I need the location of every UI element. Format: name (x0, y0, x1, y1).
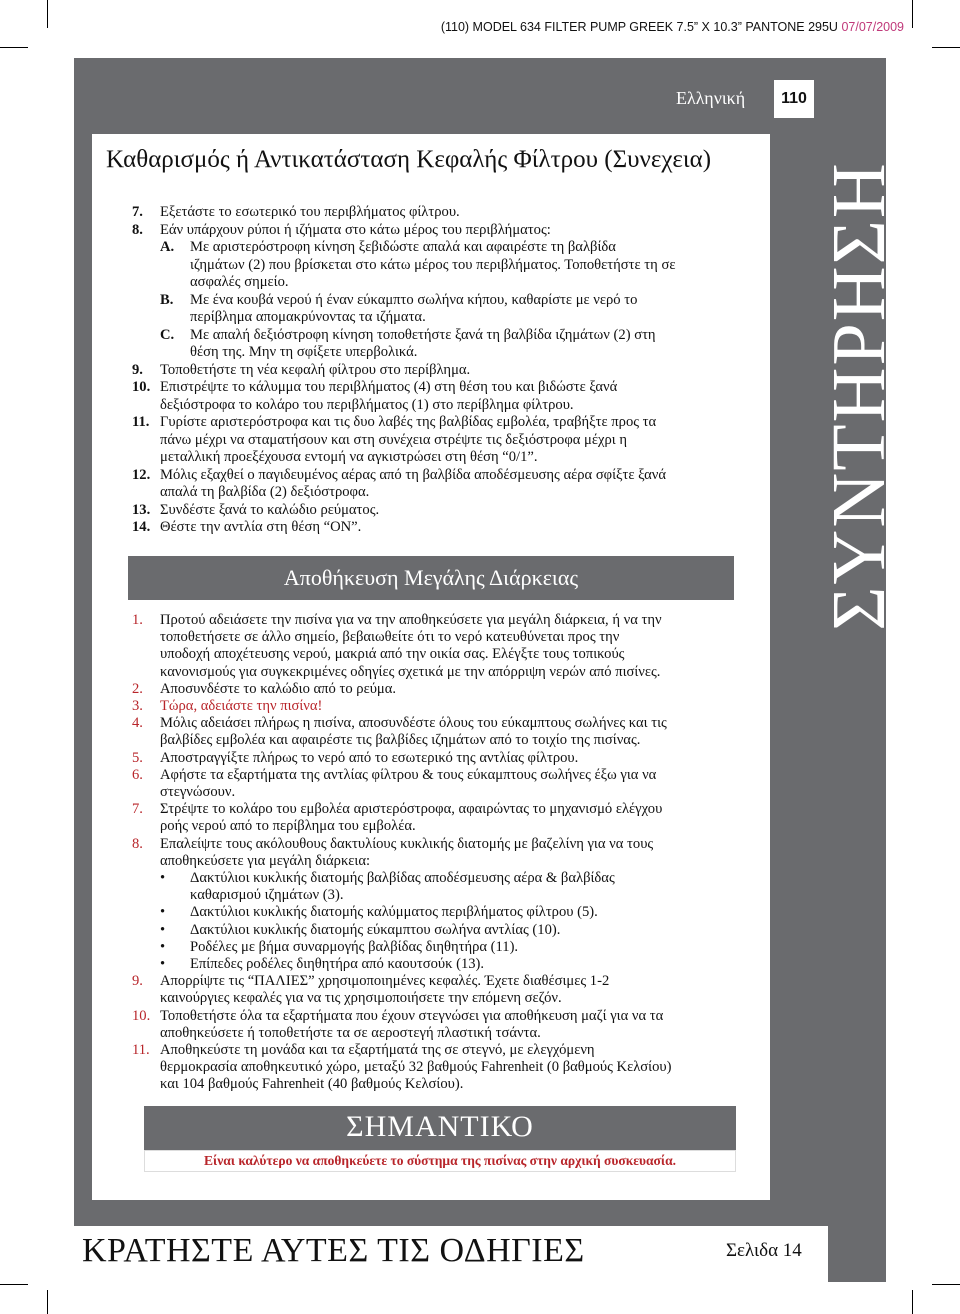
important-note: Είναι καλύτερο να αποθηκεύετε το σύστημα της πισίνας στην αρχική συσκευασία. (144, 1150, 736, 1172)
bullet: • (160, 870, 166, 886)
step-text: στεγνώσουν. (160, 784, 236, 800)
step-text: Δακτύλιοι κυκλικής διατομής εύκαμπτου σωλήνα αντλίας (10). (190, 921, 561, 938)
step-number: 14. (132, 519, 151, 535)
step-text: θερμοκρασία αποθηκευτικό χώρο, μεταξύ 32 βαθμούς Fahrenheit (0 βαθμούς Κελσίου) (160, 1059, 672, 1076)
page-number: Σελιδα 14 (726, 1240, 802, 1261)
step-text: Εξετάστε το εσωτερικό του περιβλήματος φίλτρου. (160, 204, 460, 220)
step-number: 12. (132, 466, 151, 483)
step-text: Συνδέστε ξανά το καλώδιο ρεύματος. (160, 501, 380, 518)
step-text: απαλά τη βαλβίδα (2) δεξιόστροφα. (160, 484, 370, 500)
crop-mark (47, 1290, 48, 1314)
step-number: 6. (132, 766, 143, 783)
step-text: αποθηκεύσετε ή τοποθετήστε τα σε αεροστεγή πλαστική τσάντα. (160, 1024, 541, 1041)
step-text: δεξιόστροφα το κολάρο του περιβλήματος (1) στο περίβλημα φίλτρου. (160, 396, 574, 413)
step-number: 11. (132, 414, 150, 430)
crop-mark (932, 47, 960, 48)
step-text: Αποθηκεύστε τη μονάδα και τα εξαρτήματά της σε στεγνό, με ελεγχόμενη (160, 1042, 595, 1058)
step-text: περίβλημα απομακρύνοντας τα ιζήματα. (190, 309, 426, 325)
crop-mark (47, 0, 48, 28)
step-text: ασφαλές σημείο. (190, 274, 289, 290)
step-text: Δακτύλιοι κυκλικής διατομής βαλβίδας αποδέσμευσης αέρα & βαλβίδας (190, 870, 615, 886)
step-text: κανονισμούς για συγκεκριμένες οδηγίες σχετικά με την απόρριψη νερών από πισίνες. (160, 663, 661, 680)
step-text: καινούργιες κεφαλές για να τις χρησιμοποιήσετε την επόμενη σεζόν. (160, 990, 562, 1007)
step-text: Απορρίψτε τις “ΠΑΛΙΕΣ” χρησιμοποιημένες κεφαλές. Έχετε διαθέσιμες 1-2 (160, 973, 610, 990)
step-text: Εάν υπάρχουν ρύποι ή ιζήματα στο κάτω μέρος του περιβλήματος: (160, 221, 551, 238)
bullet: • (160, 938, 166, 955)
step-text: Στρέψτε το κολάρο του εμβολέα αριστερόστροφα, αφαιρώντας το μηχανισμό ελέγχου (160, 801, 663, 818)
step-number: 7. (132, 204, 143, 220)
side-heading: ΣΥΝΤΗΡΗΣΗ (817, 161, 901, 631)
step-text: Με αριστερόστροφη κίνηση ξεβιδώστε απαλά και αφαιρέστε τη βαλβίδα (190, 239, 616, 255)
step-text: και 104 βαθμούς Fahrenheit (40 βαθμούς Κελσίου). (160, 1076, 464, 1093)
step-text: Τοποθετήστε τη νέα κεφαλή φίλτρου στο περίβλημα. (160, 361, 471, 378)
bullet: • (160, 956, 166, 972)
crop-mark (0, 47, 28, 48)
step-number: 5. (132, 749, 143, 766)
step-text: αποθηκεύσετε για μεγάλη διάρκεια: (160, 852, 371, 869)
step-number: 2. (132, 680, 143, 697)
step-number: 10. (132, 379, 151, 395)
crop-mark (932, 1284, 960, 1285)
step-text: βαλβίδες εμβολέα και αφαιρέστε τις βαλβίδες ιζημάτων από το τοιχίο της πισίνας. (160, 732, 641, 749)
step-text: Προτού αδειάσετε την πισίνα για να την αποθηκεύσετε για μεγάλη διάρκεια, ή να την (160, 612, 662, 628)
step-text: Τοποθετήστε όλα τα εξαρτήματα που έχουν στεγνώσει για αποθήκευση μαζί για να τα (160, 1007, 664, 1024)
step-number: 9. (132, 973, 143, 990)
step-number: 8. (132, 221, 143, 238)
step-text: Αποσυνδέστε το καλώδιο από το ρεύμα. (160, 680, 397, 697)
step-number: 10. (132, 1007, 151, 1024)
step-text: Με απαλή δεξιόστροφη κίνηση τοποθετήστε ξανά τη βαλβίδα ιζημάτων (2) στη (190, 326, 656, 343)
language-label: Ελληνική (676, 88, 746, 108)
page-code-box: 110 (774, 80, 814, 118)
step-number: B. (160, 291, 174, 308)
step-text: Επαλείψτε τους ακόλουθους δακτυλίους κυκλικής διατομής με βαζελίνη για να τους (160, 835, 654, 852)
step-number: 11. (132, 1042, 150, 1058)
print-date: 07/07/2009 (841, 20, 904, 34)
bullet: • (160, 904, 166, 921)
step-number: 3. (132, 698, 143, 714)
step-text: Μόλις εξαχθεί ο παγιδευμένος αέρας από τη βαλβίδα αποδέσμευσης αέρα σφίξτε ξανά (160, 466, 667, 483)
step-text: Τώρα, αδειάστε την πισίνα! (160, 698, 323, 714)
crop-mark (912, 0, 913, 28)
step-number: 4. (132, 715, 143, 732)
bullet: • (160, 921, 166, 938)
step-number: 9. (132, 361, 143, 378)
step-text: Ροδέλες με βήμα συναρμογής βαλβίδας διηθητήρα (11). (190, 938, 519, 955)
step-number: 13. (132, 501, 151, 518)
print-info-line: (110) MODEL 634 FILTER PUMP GREEK 7.5” X 10.3” PANTONE 295U 07/07/2009 (440, 20, 904, 34)
step-text: καθαρισμού ιζημάτων (3). (190, 887, 344, 904)
step-text: ιζημάτων (2) που βρίσκεται στο κάτω μέρος του περιβλήματος. Τοποθετήστε τη σε (190, 256, 676, 273)
footer-title: ΚΡΑΤΗΣΤΕ ΑΥΤΕΣ ΤΙΣ ΟΔΗΓΙΕΣ (82, 1232, 585, 1269)
step-text: μεταλλική προεξέχουσα εντομή να αγκιστρώσει στη θέση “0/1”. (160, 449, 538, 465)
step-text: Μόλις αδειάσει πλήρως η πισίνα, αποσυνδέστε όλους του εύκαμπτους σωλήνες και τις (160, 715, 667, 732)
storage-heading: Αποθήκευση Μεγάλης Διάρκειας (128, 556, 734, 600)
step-text: Με ένα κουβά νερού ή έναν εύκαμπτο σωλήνα κήπου, καθαρίστε με νερό το (190, 291, 638, 308)
step-number: A. (160, 239, 175, 255)
step-text: θέση της. Μην τη σφίξετε υπερβολικά. (190, 344, 418, 360)
step-number: 1. (132, 612, 143, 628)
section-title: Καθαρισμός ή Αντικατάσταση Κεφαλής Φίλτρου (Συνεχεια) (92, 134, 770, 188)
step-text: Επιστρέψτε το κάλυμμα του περιβλήματος (4) στη θέση του και βιδώστε ξανά (160, 379, 618, 395)
step-text: τοποθετήσετε σε άλλο σημείο, βεβαιωθείτε ότι το νερό κατευθύνεται προς την (160, 629, 620, 646)
step-number: 7. (132, 801, 143, 818)
step-text: Θέστε την αντλία στη θέση “ON”. (160, 519, 362, 535)
step-number: 8. (132, 835, 143, 852)
step-text: Γυρίστε αριστερόστροφα και τις δυο λαβές της βαλβίδας εμβολέα, τραβήξτε προς τα (160, 414, 657, 430)
step-text: Αποστραγγίξτε πλήρως το νερό από το εσωτερικό της αντλίας φίλτρου. (160, 749, 579, 766)
important-heading: ΣΗΜΑΝΤΙΚΟ (144, 1106, 736, 1150)
step-text: Επίπεδες ροδέλες διηθητήρα από καουτσούκ (13). (190, 956, 485, 972)
step-text: ροής νερού από το περίβλημα του εμβολέα. (160, 818, 416, 835)
step-text: υποδοχή αποχέτευσης νερού, μακριά από την οικία σας. Ελέγξτε τους τοπικούς (160, 646, 625, 663)
crop-mark (912, 1290, 913, 1314)
crop-mark (0, 1284, 28, 1285)
step-number: C. (160, 326, 175, 343)
step-text: πάνω μέχρι να σταματήσουν και στη συνέχεια στρέψτε τις δεξιόστροφα μέχρι η (160, 431, 627, 448)
step-text: Δακτύλιοι κυκλικής διατομής καλύμματος περιβλήματος φίλτρου (5). (190, 904, 598, 921)
step-text: Αφήστε τα εξαρτήματα της αντλίας φίλτρου & τους εύκαμπτους σωλήνες έξω για να (160, 766, 657, 783)
